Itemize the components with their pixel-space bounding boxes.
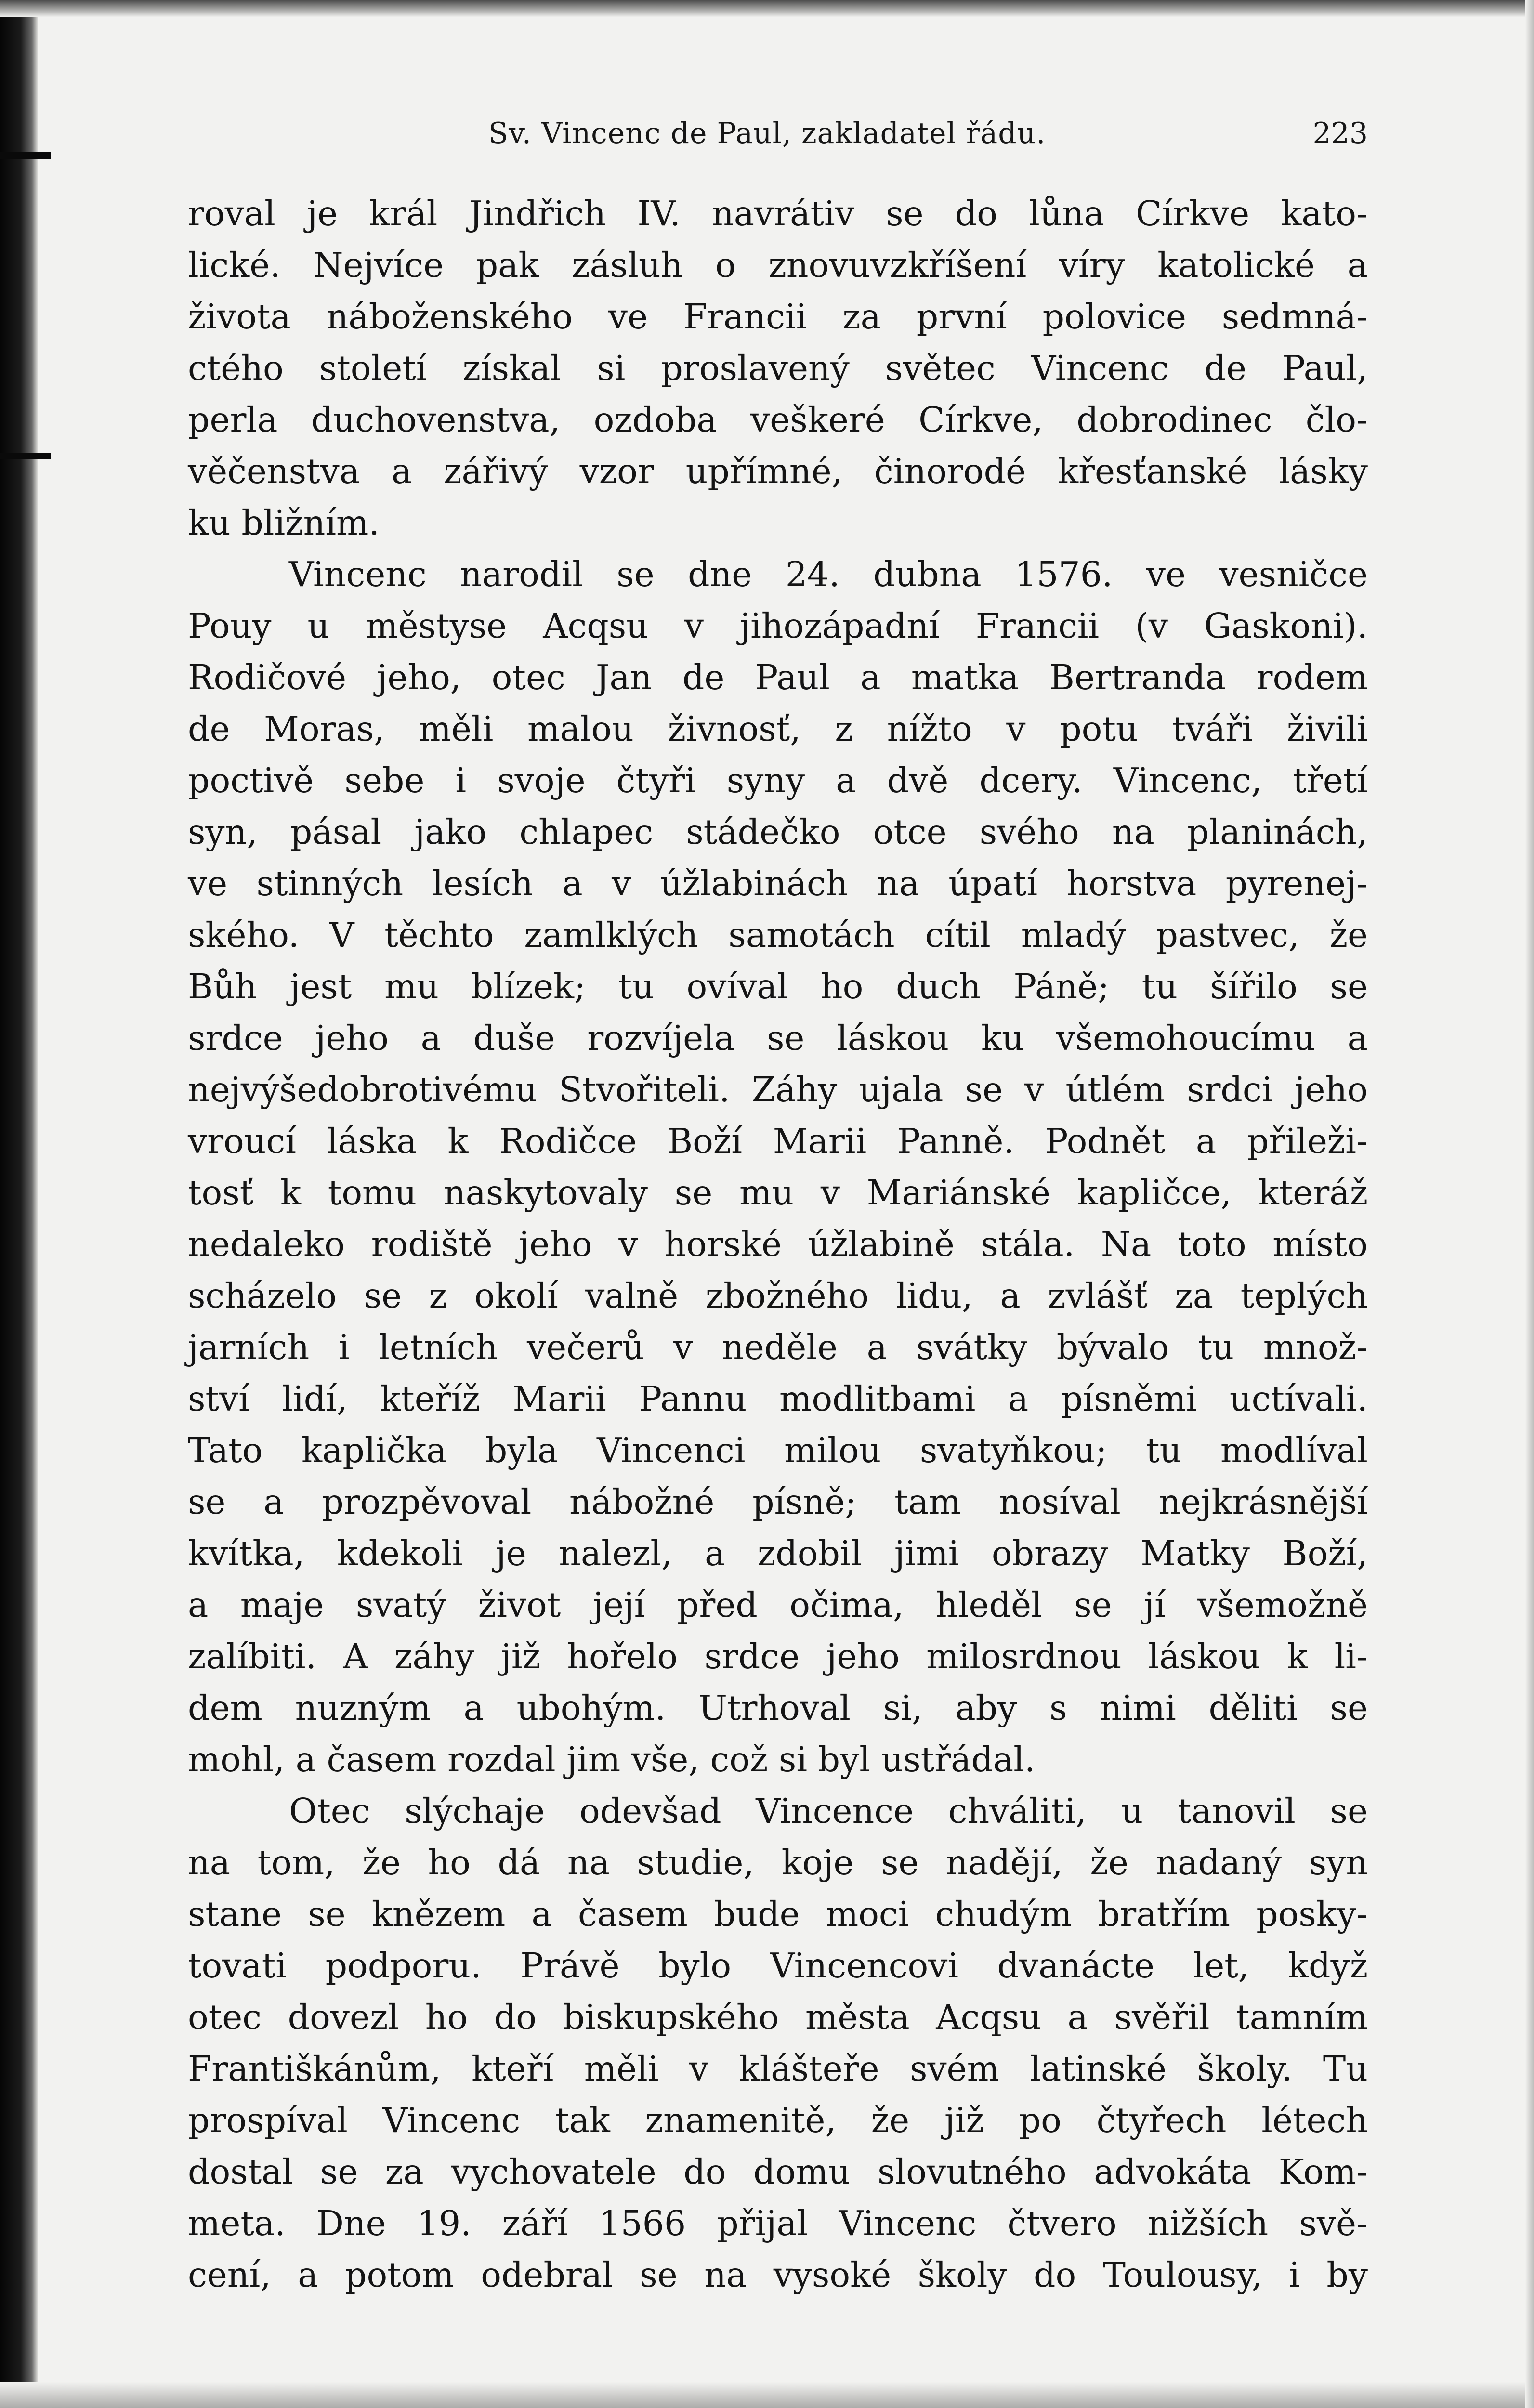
text-line: nejvýšedobrotivému Stvořiteli. Záhy ujala se v útlém srdci jeho <box>188 1070 1368 1110</box>
right-edge-shadow <box>1525 0 1534 2408</box>
page-header <box>188 107 1368 160</box>
text-line: otec dovezl ho do biskupského města Acqsu a svěřil tamním <box>188 1997 1368 2037</box>
text-line: Bůh jest mu blízek; tu ovíval ho duch Páně; tu šířilo se <box>188 967 1368 1007</box>
text-line: cení, a potom odebral se na vysoké školy do Toulousy, i by <box>188 2255 1368 2295</box>
text-line: se a prozpěvoval nábožné písně; tam nosíval nejkrásnější <box>188 1482 1368 1522</box>
text-line: vroucí láska k Rodičce Boží Marii Panně. Podnět a přileži- <box>188 1121 1368 1161</box>
page-number: 223 <box>1312 117 1368 150</box>
text-line: perla duchovenstva, ozdoba veškeré Církve, dobrodinec člo- <box>188 400 1368 440</box>
spine-tick-mark <box>0 453 51 459</box>
text-line: Pouy u městyse Acqsu v jihozápadní Francii (v Gaskoni). <box>188 606 1368 646</box>
text-line: života náboženského ve Francii za první polovice sedmná- <box>188 297 1368 337</box>
text-line: de Moras, měli malou živnosť, z nížto v potu tváři živili <box>188 709 1368 749</box>
text-line: ku bližním. <box>188 503 380 543</box>
text-line: věčenstva a zářivý vzor upřímné, činorodé křesťanské lásky <box>188 451 1368 491</box>
text-line: ství lidí, kteříž Marii Pannu modlitbami a písněmi uctívali. <box>188 1379 1368 1419</box>
top-edge-shadow <box>0 0 1534 17</box>
text-line: prospíval Vincenc tak znamenitě, že již po čtyřech létech <box>188 2100 1368 2140</box>
text-line: ve stinných lesích a v úžlabinách na úpatí horstva pyrenej- <box>188 864 1368 903</box>
body-text <box>188 188 1368 2301</box>
text-line: tosť k tomu naskytovaly se mu v Mariánské kapličce, kteráž <box>188 1173 1368 1213</box>
running-title: Sv. Vincenc de Paul, zakladatel řádu. <box>488 117 1046 150</box>
text-line: tovati podporu. Právě bylo Vincencovi dvanácte let, když <box>188 1946 1368 1986</box>
book-spine-shadow <box>0 0 38 2408</box>
text-line: mohl, a časem rozdal jim vše, což si byl ustřádal. <box>188 1740 1036 1780</box>
text-line: ctého století získal si proslavený světec Vincenc de Paul, <box>188 348 1368 388</box>
text-line: stane se knězem a časem bude moci chudým bratřím posky- <box>188 1894 1368 1934</box>
text-line: scházelo se z okolí valně zbožného lidu, a zvlášť za teplých <box>188 1276 1368 1316</box>
text-line: poctivě sebe i svoje čtyři syny a dvě dcery. Vincenc, třetí <box>188 760 1368 800</box>
text-line: na tom, že ho dá na studie, koje se nadějí, že nadaný syn <box>188 1843 1368 1883</box>
text-line: Františkánům, kteří měli v klášteře svém latinské školy. Tu <box>188 2049 1368 2089</box>
paragraph-start-line: Otec slýchaje odevšad Vincence chváliti, u tanovil se <box>289 1791 1368 1831</box>
text-line: srdce jeho a duše rozvíjela se láskou ku všemohoucímu a <box>188 1018 1368 1058</box>
text-line: Tato kaplička byla Vincenci milou svatyňkou; tu modlíval <box>188 1430 1368 1470</box>
text-line: kvítka, kdekoli je nalezl, a zdobil jimi obrazy Matky Boží, <box>188 1533 1368 1573</box>
bottom-edge-shadow <box>0 2382 1534 2408</box>
text-line: syn, pásal jako chlapec stádečko otce svého na planinách, <box>188 812 1368 852</box>
text-line: Rodičové jeho, otec Jan de Paul a matka Bertranda rodem <box>188 657 1368 697</box>
spine-tick-mark <box>0 152 51 159</box>
paragraph-start-line: Vincenc narodil se dne 24. dubna 1576. ve vesničce <box>289 554 1368 594</box>
text-line: nedaleko rodiště jeho v horské úžlabině stála. Na toto místo <box>188 1224 1368 1264</box>
text-line: jarních i letních večerů v neděle a svátky bývalo tu množ- <box>188 1327 1368 1367</box>
text-line: meta. Dne 19. září 1566 přijal Vincenc čtvero nižších svě- <box>188 2203 1368 2243</box>
text-line: lické. Nejvíce pak zásluh o znovuvzkříšení víry katolické a <box>188 245 1368 285</box>
text-line: ského. V těchto zamlklých samotách cítil mladý pastvec, že <box>188 915 1368 955</box>
text-line: a maje svatý život její před očima, hleděl se jí všemožně <box>188 1585 1368 1625</box>
text-line: zalíbiti. A záhy již hořelo srdce jeho milosrdnou láskou k li- <box>188 1636 1368 1676</box>
text-line: dem nuzným a ubohým. Utrhoval si, aby s nimi děliti se <box>188 1688 1368 1728</box>
text-line: roval je král Jindřich IV. navrátiv se do lůna Církve kato- <box>188 194 1368 234</box>
text-line: dostal se za vychovatele do domu slovutného advokáta Kom- <box>188 2152 1368 2192</box>
